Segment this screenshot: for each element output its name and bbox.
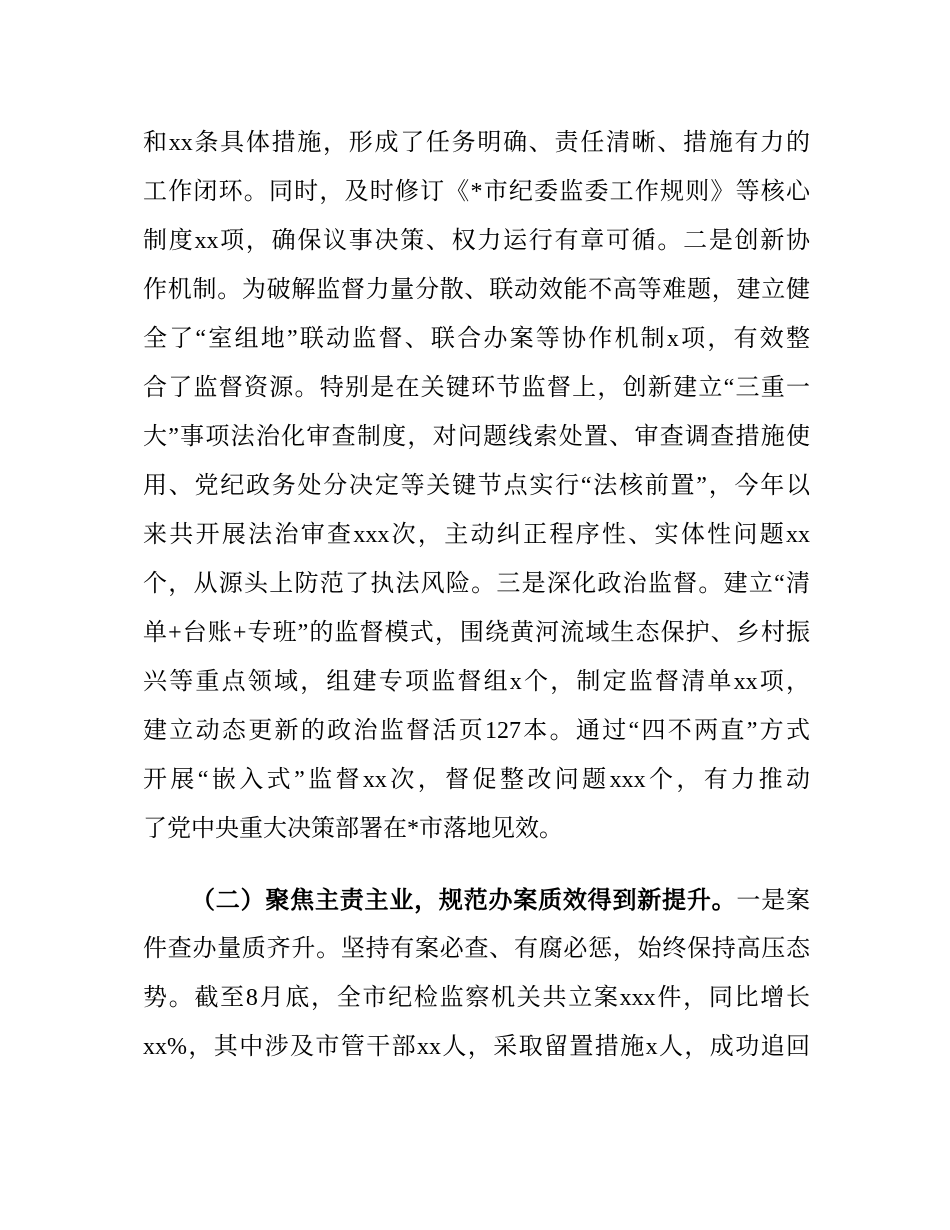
text-line bbox=[143, 1023, 810, 1072]
text-line bbox=[143, 560, 810, 609]
body-text: 了党中央重大决策部署在*市落地见效。 bbox=[143, 816, 563, 842]
body-text: 开展“嵌入式”监督xx次，督促整改问题xxx个，有力推动 bbox=[143, 767, 810, 793]
text-line bbox=[143, 925, 810, 974]
text-line bbox=[143, 658, 810, 707]
body-text: 单+台账+专班”的监督模式，围绕黄河流域生态保护、乡村振 bbox=[143, 620, 810, 646]
paragraph-work-mechanism bbox=[143, 119, 810, 854]
text-line bbox=[143, 217, 810, 266]
body-text: xx%，其中涉及市管干部xx人，采取留置措施x人，成功追回 bbox=[143, 1034, 810, 1060]
body-text: 个，从源头上防范了执法风险。三是深化政治监督。建立“清 bbox=[143, 571, 810, 597]
body-text: 一是案 bbox=[736, 888, 811, 914]
text-line bbox=[143, 266, 810, 315]
body-text: 件查办量质齐升。坚持有案必查、有腐必惩，始终保持高压态 bbox=[143, 936, 810, 962]
text-line bbox=[143, 364, 810, 413]
bold-heading-text: （二）聚焦主责主业，规范办案质效得到新提升。 bbox=[191, 887, 737, 914]
body-text: 势。截至8月底，全市纪检监察机关共立案xxx件，同比增长 bbox=[143, 985, 810, 1011]
text-line bbox=[143, 315, 810, 364]
text-line bbox=[143, 119, 810, 168]
text-line bbox=[143, 756, 810, 805]
body-text: 合了监督资源。特别是在关键环节监督上，创新建立“三重一 bbox=[143, 375, 810, 401]
body-text: 制度xx项，确保议事决策、权力运行有章可循。二是创新协 bbox=[143, 228, 810, 254]
body-text: 来共开展法治审查xxx次，主动纠正程序性、实体性问题xx bbox=[143, 522, 810, 548]
body-text: 工作闭环。同时，及时修订《*市纪委监委工作规则》等核心 bbox=[143, 179, 810, 205]
body-text: 作机制。为破解监督力量分散、联动效能不高等难题，建立健 bbox=[143, 277, 810, 303]
body-text: 用、党纪政务处分决定等关键节点实行“法核前置”，今年以 bbox=[143, 473, 810, 499]
text-line bbox=[143, 974, 810, 1023]
body-text: 全了“室组地”联动监督、联合办案等协作机制x项，有效整 bbox=[143, 326, 810, 352]
body-text: 大”事项法治化审查制度，对问题线索处置、审查调查措施使 bbox=[143, 424, 810, 450]
text-line bbox=[143, 707, 810, 756]
text-line bbox=[143, 511, 810, 560]
text-line bbox=[143, 462, 810, 511]
text-line bbox=[143, 876, 810, 925]
text-line bbox=[143, 609, 810, 658]
body-text: 建立动态更新的政治监督活页127本。通过“四不两直”方式 bbox=[143, 718, 810, 744]
body-text: 兴等重点领域，组建专项监督组x个，制定监督清单xx项， bbox=[143, 669, 810, 695]
paragraph-case-handling bbox=[143, 876, 810, 1072]
document-body bbox=[143, 119, 810, 1072]
text-line bbox=[143, 413, 810, 462]
text-line bbox=[143, 168, 810, 217]
text-line bbox=[143, 805, 810, 854]
body-text: 和xx条具体措施，形成了任务明确、责任清晰、措施有力的 bbox=[143, 130, 810, 156]
